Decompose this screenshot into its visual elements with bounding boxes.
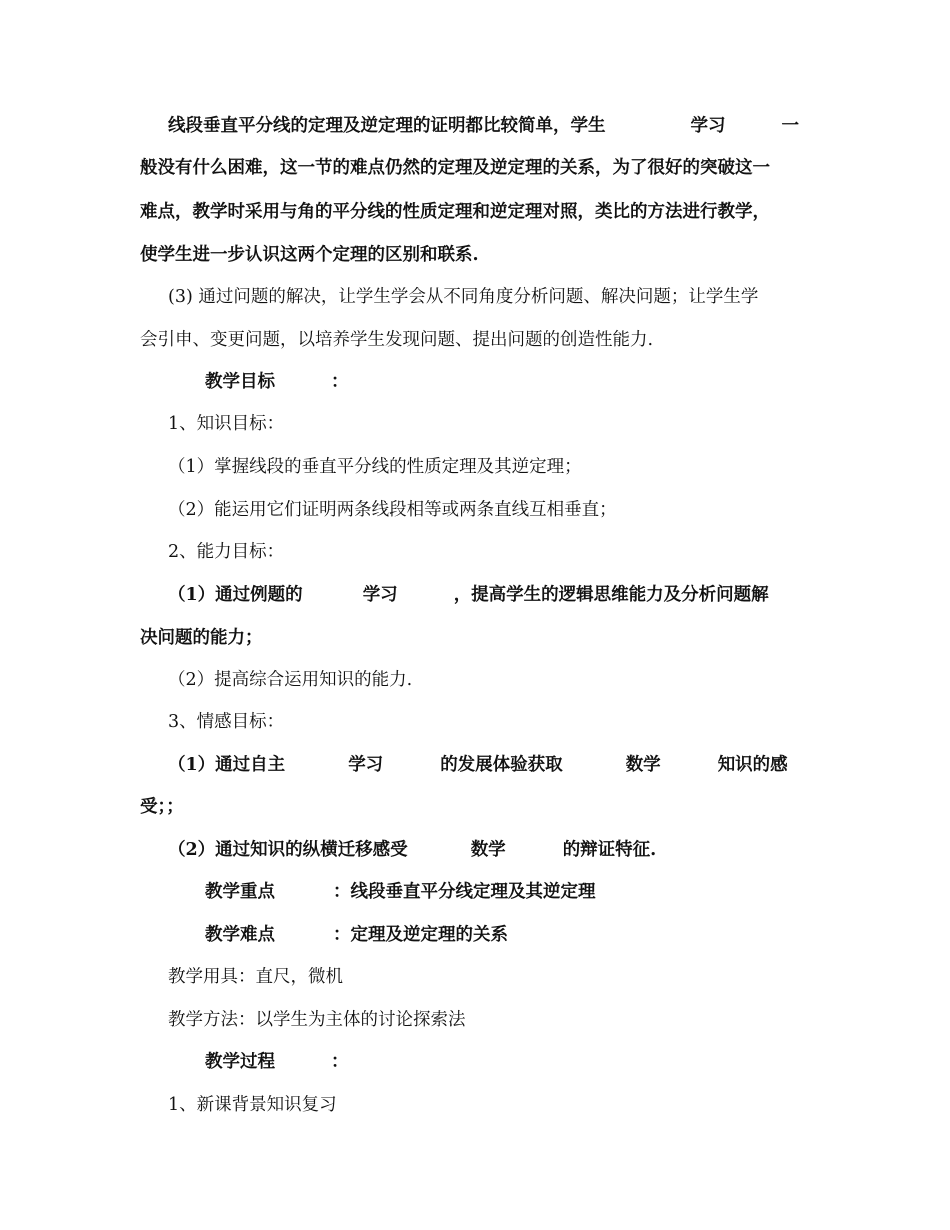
ability-title: 2、能力目标： [168, 542, 285, 562]
goals-heading-label: 教学目标 [205, 372, 275, 392]
intro-text-b: 学习 [690, 116, 726, 136]
intro-line-1 [140, 114, 820, 138]
process-heading-colon: ： [331, 1052, 349, 1072]
intro-line-4: 使学生进一步认识这两个定理的区别和联系. [140, 245, 479, 265]
knowledge-item-1: （1）掌握线段的垂直平分线的性质定理及其逆定理； [168, 457, 582, 477]
difficulty [205, 923, 885, 947]
ability-item-1-a: （1）通过例题的 [168, 585, 303, 605]
process-heading-label: 教学过程 [205, 1052, 275, 1072]
intro-text-a: 线段垂直平分线的定理及逆定理的证明都比较简单，学生 [168, 116, 606, 136]
emotion-item-1-a: （1）通过自主 [168, 755, 286, 775]
emotion-item-1-e: 知识的感 [717, 755, 788, 775]
knowledge-item-2: （2）能运用它们证明两条线段相等或两条直线互相垂直； [168, 500, 617, 520]
difficulty-label: 教学难点 [205, 925, 275, 945]
knowledge-title: 1、知识目标： [168, 414, 285, 434]
key-point-label: 教学重点 [205, 882, 275, 902]
teaching-tools: 教学用具：直尺，微机 [168, 967, 343, 987]
goals-heading-colon: ： [331, 372, 349, 392]
ability-item-1-b: 学习 [362, 585, 398, 605]
intro-line-2: 般没有什么困难，这一节的难点仍然的定理及逆定理的关系，为了很好的突破这一 [140, 158, 770, 178]
intro-text-c: 一 [781, 116, 799, 136]
emotion-item-1-c: 的发展体验获取 [440, 755, 563, 775]
ability-item-1-line-2: 决问题的能力； [140, 628, 263, 648]
key-point-value: ：线段垂直平分线定理及其逆定理 [333, 882, 596, 902]
ability-item-1-line-1 [168, 583, 848, 607]
difficulty-value: ：定理及逆定理的关系 [333, 925, 508, 945]
emotion-title: 3、情感目标： [168, 712, 285, 732]
emotion-item-2-b: 数学 [470, 840, 506, 860]
point3-line-1: (3) 通过问题的解决，让学生学会从不同角度分析问题、解决问题；让学生学 [168, 287, 759, 307]
process-heading [205, 1050, 885, 1074]
key-point [205, 880, 885, 904]
emotion-item-2-c: 的辩证特征. [562, 840, 657, 860]
intro-line-3: 难点，教学时采用与角的平分线的性质定理和逆定理对照，类比的方法进行教学， [140, 202, 770, 222]
emotion-item-2-a: （2）通过知识的纵横迁移感受 [168, 840, 408, 860]
point3-line-2: 会引申、变更问题，以培养学生发现问题、提出问题的创造性能力. [140, 330, 654, 350]
emotion-item-1-d: 数学 [625, 755, 661, 775]
ability-item-1-c: ，提高学生的逻辑思维能力及分析问题解 [453, 585, 769, 605]
emotion-item-1-line-2: 受；； [140, 797, 184, 817]
ability-item-2: （2）提高综合运用知识的能力. [168, 670, 413, 690]
emotion-item-1-line-1 [168, 753, 848, 777]
goals-heading [205, 370, 885, 394]
emotion-item-1-b: 学习 [348, 755, 384, 775]
teaching-method: 教学方法：以学生为主体的讨论探索法 [168, 1010, 466, 1030]
emotion-item-2 [168, 838, 848, 862]
review-title: 1、新课背景知识复习 [168, 1095, 337, 1115]
